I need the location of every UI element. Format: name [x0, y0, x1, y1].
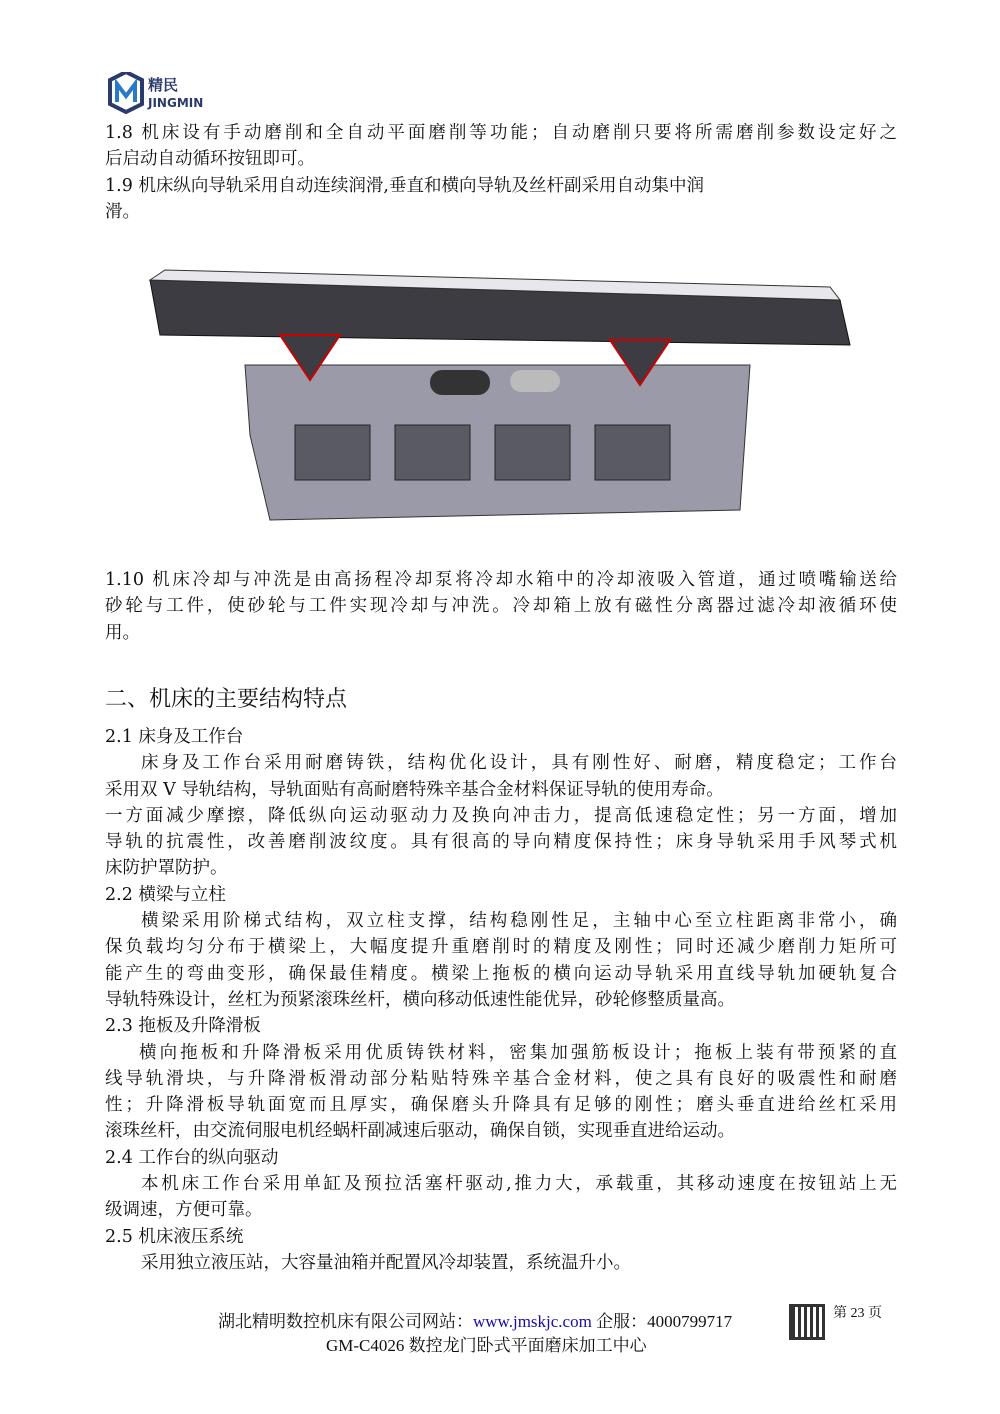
svg-text:JINGMIN: JINGMIN [148, 96, 204, 110]
subheading: 2.4 工作台的纵向驱动 [105, 1147, 279, 1168]
footer-model: GM-C4026 数控龙门卧式平面磨床加工中心 [326, 1336, 647, 1355]
machine-bed-illustration [140, 265, 860, 535]
text-line: 本机床工作台采用单缸及预拉活塞杆驱动,推力大，承载重，其移动速度在按钮站上无 [141, 1174, 897, 1195]
subheading: 2.5 机床液压系统 [105, 1226, 244, 1247]
subheading: 2.1 床身及工作台 [105, 727, 244, 747]
text-line: 1.10 机床冷却与冲洗是由高扬程冷却泵将冷却水箱中的冷却液吸入管道，通过喷嘴输送给 [105, 570, 897, 590]
text-line: 1.9 机床纵向导轨采用自动连续润滑,垂直和横向导轨及丝杆副采用自动集中润 [105, 175, 704, 196]
jingmin-logo [108, 72, 208, 114]
text-line: 保负载均匀分布于横梁上，大幅度提升重磨削时的精度及刚性；同时还减少磨削力矩所可 [105, 937, 897, 958]
text-line: 采用独立液压站，大容量油箱并配置风冷却装置，系统温升小。 [141, 1252, 631, 1273]
text-line: 1.8 机床设有手动磨削和全自动平面磨削等功能；自动磨削只要将所需磨削参数设定好之 [105, 123, 897, 143]
page-number: 第 23 页 [833, 1306, 882, 1321]
text-line: 横向拖板和升降滑板采用优质铸铁材料，密集加强筋板设计；拖板上装有带预紧的直 [139, 1042, 897, 1063]
footer-company: 湖北精明数控机床有限公司网站： [218, 1312, 473, 1331]
subheading: 2.3 拖板及升降滑板 [105, 1016, 261, 1037]
text-line: 后启动自动循环按钮即可。 [105, 149, 315, 170]
section-heading: 二、机床的主要结构特点 [105, 687, 348, 712]
text-line: 级调速，方便可靠。 [105, 1200, 263, 1221]
text-line: 砂轮与工件，使砂轮与工件实现冷却与冲洗。冷却箱上放有磁性分离器过滤冷却液循环使 [105, 596, 897, 617]
text-line: 一方面减少摩擦，降低纵向运动驱动力及换向冲击力，提高低速稳定性；另一方面，增加 [105, 805, 897, 826]
text-line: 导轨特殊设计，丝杠为预紧滚珠丝杆，横向移动低速性能优异，砂轮修整质量高。 [105, 989, 735, 1010]
footer-line [218, 1307, 732, 1332]
text-line: 滑。 [105, 201, 140, 222]
text-line: 采用双 V 导轨结构，导轨面贴有高耐磨特殊辛基合金材料保证导轨的使用寿命。 [105, 779, 724, 800]
text-line: 床身及工作台采用耐磨铸铁，结构优化设计，具有刚性好、耐磨，精度稳定；工作台 [141, 753, 897, 774]
text-line: 能产生的弯曲变形，确保最佳精度。横梁上拖板的横向运动导轨采用直线导轨加硬轨复合 [105, 963, 897, 984]
footer-service: 企服：4000799717 [596, 1312, 733, 1331]
text-line: 横梁采用阶梯式结构，双立柱支撑，结构稳刚性足，主轴中心至立柱距离非常小，确 [141, 911, 897, 932]
text-line: 床防护罩防护。 [105, 858, 228, 879]
text-line: 滚珠丝杆，由交流伺服电机经蜗杆副减速后驱动，确保自锁，实现垂直进给运动。 [105, 1121, 735, 1142]
text-line: 导轨的抗震性，改善磨削波纹度。具有很高的导向精度保持性；床身导轨采用手风琴式机 [105, 832, 897, 853]
section-2-body [105, 724, 897, 1276]
text-line: 用。 [105, 622, 140, 643]
subheading: 2.2 横梁与立柱 [105, 884, 226, 905]
section-1-8-1-9 [105, 120, 897, 225]
section-1-10 [105, 567, 897, 646]
svg-text:精民: 精民 [148, 76, 179, 94]
qr-code-icon [792, 1307, 822, 1337]
website-link[interactable]: www.jmskjc.com [473, 1312, 592, 1331]
text-line: 性；升降滑板导轨面宽而且厚实，确保磨头升降具有足够的刚性；磨头垂直进给丝杠采用 [105, 1095, 897, 1116]
text-line: 线导轨滑块，与升降滑板滑动部分粘贴特殊辛基合金材料，使之具有良好的吸震性和耐磨 [105, 1068, 897, 1089]
